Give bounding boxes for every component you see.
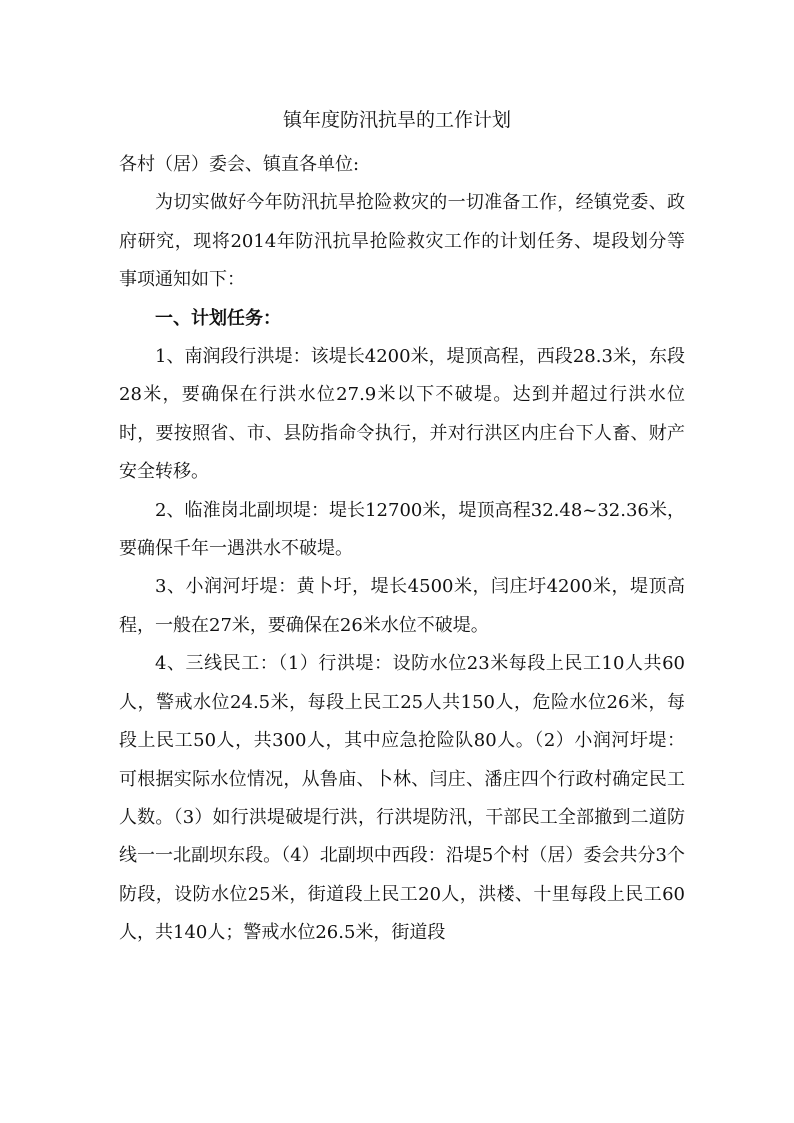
section-heading: 一、计划任务：	[155, 307, 281, 329]
document-body	[119, 146, 685, 953]
salutation: 各村（居）委会、镇直各单位:	[119, 154, 360, 175]
plan-item-3: 3、小润河圩堤：黄卜圩，堤长4500米，闫庄圩4200米，堤顶高程，一般在27米，要确保在26米水位不破堤。	[119, 576, 685, 636]
document-title: 镇年度防汛抗旱的工作计划	[282, 109, 511, 131]
intro-paragraph: 为切实做好今年防汛抗旱抢险救灾的一切准备工作，经镇党委、政府研究，现将2014年防汛抗旱抢险救灾工作的计划任务、堤段划分等事项通知如下：	[119, 192, 685, 291]
plan-item-4: 4、三线民工：（1）行洪堤：设防水位23米每段上民工10人共60人，警戒水位24.5米，每段上民工25人共150人，危险水位26米，每段上民工50人，共300人，其中应急抢险队80人。（2）小润河圩堤：可根据实际水位情况，从鲁庙、卜林、闫庄、潘庄四个行政村确定民工人数。（3）如行洪堤破堤行洪，行洪堤防汛，干部民工全部撤到二道防线一一北副坝东段。（4）北副坝中西段：沿堤5个村（居）委会共分3个防段，设防水位25米，街道段上民工20人，洪楼、十里每段上民工60人，共140人；警戒水位26.5米，街道段	[119, 653, 685, 944]
plan-item-1: 1、南润段行洪堤：该堤长4200米，堤顶高程，西段28.3米，东段28米，要确保在行洪水位27.9米以下不破堤。达到并超过行洪水位时，要按照省、市、县防指命令执行，并对行洪区内庄台下人畜、财产安全转移。	[119, 346, 685, 483]
plan-item-2: 2、临淮岗北副坝堤：堤长12700米，堤顶高程32.48~32.36米，要确保千年一遇洪水不破堤。	[119, 499, 685, 560]
